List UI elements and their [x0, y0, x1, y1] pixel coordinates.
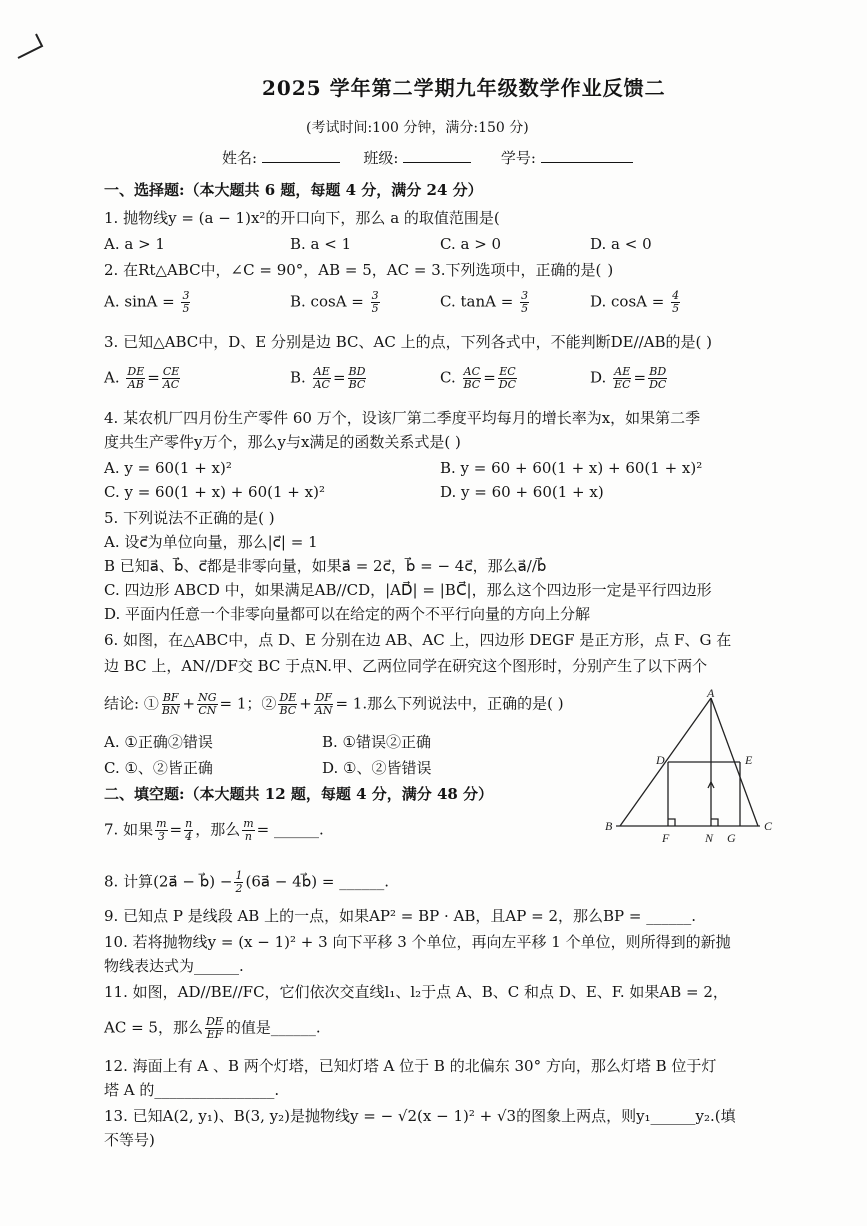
question-6-line-2: 边 BC 上，AN//DF交 BC 于点N.甲、乙两位同学在研究这个图形时，分别产生了以下两个: [104, 657, 708, 675]
q1-option-c: C. a > 0: [440, 235, 502, 253]
question-9: 9. 已知点 P 是线段 AB 上的一点，如果AP² = BP · AB，且AP = 2，那么BP = ______.: [104, 907, 696, 925]
label-d: D: [656, 753, 665, 767]
label-b: B: [605, 819, 613, 833]
question-11-line-2: AC = 5，那么 $\frac{DE}{EF}$ 的值是______.: [104, 1015, 321, 1041]
id-blank[interactable]: [541, 148, 633, 163]
q3-option-b: B. $\frac{AE}{AC}$ = $\frac{BD}{BC}$: [290, 365, 366, 391]
q4-option-d: D. y = 60 + 60(1 + x): [440, 483, 604, 501]
label-g: G: [727, 831, 736, 845]
q1-option-d: D. a < 0: [590, 235, 652, 253]
frac-bf-bn: $\frac{BF}{BN}$: [161, 691, 180, 717]
question-11-line-1: 11. 如图，AD//BE//FC，它们依次交直线l₁、l₂于点 A、B、C 和点 D、E、F. 如果AB = 2，: [104, 983, 728, 1001]
question-4-line-2: 度共生产零件y万个，那么y与x满足的函数关系式是( ): [104, 433, 461, 451]
question-6-line-1: 6. 如图，在△ABC中，点 D、E 分别在边 AB、AC 上，四边形 DEGF 是正方形，点 F、G 在: [104, 631, 732, 649]
q3-option-c: C. $\frac{AC}{BC}$ = $\frac{EC}{DC}$: [440, 365, 517, 391]
question-3-stem: 3. 已知△ABC中，D、E 分别是边 BC、AC 上的点，下列各式中，不能判断DE//AB的是( ): [104, 333, 713, 351]
question-10-line-2: 物线表达式为______.: [104, 957, 244, 975]
q4-option-a: A. y = 60(1 + x)²: [104, 459, 232, 477]
q6-option-a: A. ①正确②错误: [104, 733, 213, 751]
name-label: 姓名:: [222, 149, 258, 167]
frac-ng-cn: $\frac{NG}{CN}$: [198, 691, 217, 717]
label-e: E: [745, 753, 753, 767]
question-13-line-1: 13. 已知A(2, y₁)、B(3, y₂)是抛物线y = − √2(x − 1)² + √3的图象上两点，则y₁______y₂.(填: [104, 1107, 736, 1125]
question-2-stem: 2. 在Rt△ABC中，∠C = 90°，AB = 5，AC = 3.下列选项中，正确的是( ): [104, 261, 614, 279]
question-4-line-1: 4. 某农机厂四月份生产零件 60 万个，设该厂第二季度平均每月的增长率为x，如果第二季: [104, 409, 701, 427]
q6-option-d: D. ①、②皆错误: [322, 759, 432, 777]
q5-option-d: D. 平面内任意一个非零向量都可以在给定的两个不平行向量的方向上分解: [104, 605, 591, 623]
q6-option-b: B. ①错误②正确: [322, 733, 432, 751]
question-5-stem: 5. 下列说法不正确的是( ): [104, 509, 275, 527]
question-6-line-3: 结论: ① $\frac{BF}{BN}$ + $\frac{NG}{CN}$ = 1；② $\frac{DE}{BC}$ + $\frac{DF}{AN}$ = 1.那么下列说法中，正确的是( ): [104, 691, 564, 717]
question-8: 8. 计算(2a⃗ − b⃗) − $\frac{1}{2}$ (6a⃗ − 4b⃗) = ______.: [104, 869, 389, 895]
question-10-line-1: 10. 若将抛物线y = (x − 1)² + 3 向下平移 3 个单位，再向左平移 1 个单位，则所得到的新抛: [104, 933, 731, 951]
page-title: 2025 学年第二学期九年级数学作业反馈二: [262, 76, 666, 100]
q2-option-d: D. cosA = $\frac{4}{5}$: [590, 289, 680, 315]
right-angle-n: [711, 819, 718, 826]
triangle-figure: [598, 688, 778, 846]
q4-option-c: C. y = 60(1 + x) + 60(1 + x)²: [104, 483, 325, 501]
exam-info: (考试时间:100 分钟，满分:150 分): [306, 120, 529, 136]
q2-option-b: B. cosA = $\frac{3}{5}$: [290, 289, 379, 315]
class-label: 班级:: [363, 149, 399, 167]
q3-option-d: D. $\frac{AE}{EC}$ = $\frac{BD}{DC}$: [590, 365, 667, 391]
student-info-row: [222, 148, 633, 168]
q5-option-b: B 已知a⃗、b⃗、c⃗都是非零向量，如果a⃗ = 2c⃗，b⃗ = − 4c⃗，那么a⃗//b⃗: [104, 557, 547, 575]
frac-df-an: $\frac{DF}{AN}$: [314, 691, 333, 717]
right-angle-f: [668, 819, 675, 826]
question-12-line-1: 12. 海面上有 A 、B 两个灯塔，已知灯塔 A 位于 B 的北偏东 30° 方向，那么灯塔 B 位于灯: [104, 1057, 717, 1075]
question-12-line-2: 塔 A 的________________.: [104, 1081, 280, 1099]
label-a: A: [707, 688, 715, 700]
q3-option-a: A. $\frac{DE}{AB}$ = $\frac{CE}{AC}$: [104, 365, 180, 391]
question-1-stem: 1. 抛物线y = (a − 1)x²的开口向下，那么 a 的取值范围是(: [104, 209, 500, 227]
section-1-heading: 一、选择题:（本大题共 6 题，每题 4 分，满分 24 分）: [104, 181, 483, 199]
question-13-line-2: 不等号): [104, 1131, 155, 1149]
q4-option-b: B. y = 60 + 60(1 + x) + 60(1 + x)²: [440, 459, 703, 477]
frac-de-bc: $\frac{DE}{BC}$: [279, 691, 297, 717]
label-f: F: [662, 831, 670, 845]
q2-option-c: C. tanA = $\frac{3}{5}$: [440, 289, 529, 315]
q6-option-c: C. ①、②皆正确: [104, 759, 213, 777]
q1-option-a: A. a > 1: [104, 235, 165, 253]
id-label: 学号:: [500, 149, 536, 167]
label-n: N: [705, 831, 714, 845]
q2-option-a: A. sinA = $\frac{3}{5}$: [104, 289, 190, 315]
q1-option-b: B. a < 1: [290, 235, 352, 253]
name-blank[interactable]: [262, 148, 340, 163]
pen-mark: [14, 30, 54, 70]
q5-option-a: A. 设c⃗为单位向量，那么|c⃗| = 1: [104, 533, 318, 551]
question-7: 7. 如果 $\frac{m}{3}$ = $\frac{n}{4}$ ，那么 $\frac{m}{n}$ = ______.: [104, 817, 324, 843]
label-c: C: [764, 819, 773, 833]
class-blank[interactable]: [403, 148, 471, 163]
q5-option-c: C. 四边形 ABCD 中，如果满足AB//CD，|AD⃗| = |BC⃗|，那么这个四边形一定是平行四边形: [104, 581, 712, 599]
section-2-heading: 二、填空题:（本大题共 12 题，每题 4 分，满分 48 分）: [104, 785, 494, 803]
